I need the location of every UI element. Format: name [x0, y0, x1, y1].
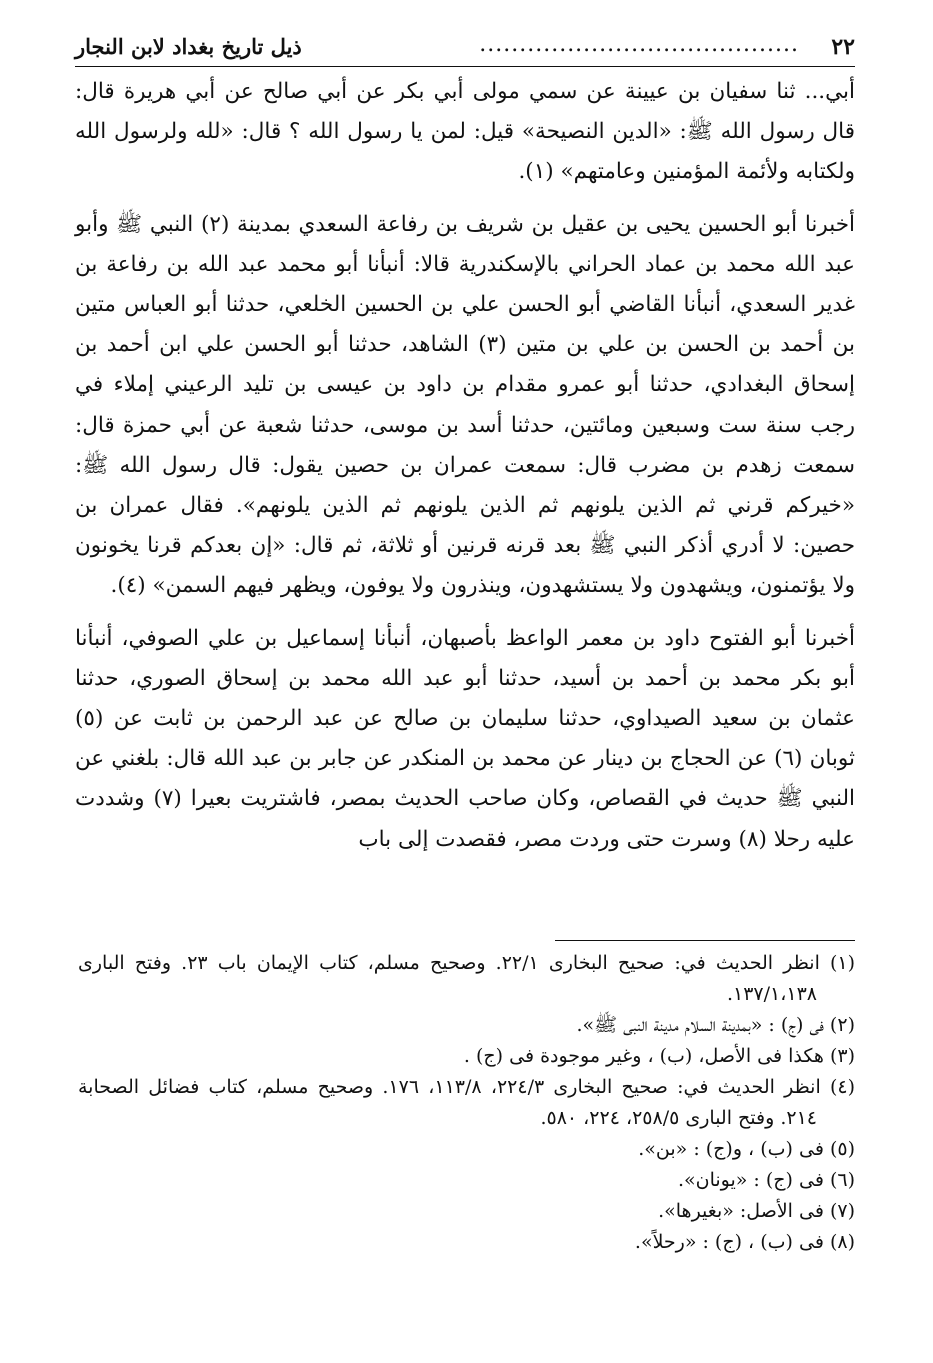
footnote-divider [555, 940, 855, 941]
running-header [75, 30, 855, 67]
footnotes [78, 948, 855, 1258]
main-text [75, 72, 855, 872]
footnote-7: (٧) فى الأصل: «بغيرها». [658, 1200, 855, 1222]
footnote-8: (٨) فى (ب) ، (ج) : «رحلاً». [634, 1231, 855, 1253]
page-number: ٢٢ [831, 34, 855, 60]
paragraph-3: أخبرنا أبو الفتوح داود بن معمر الواعظ بأصبهان، أنبأنا إسماعيل بن علي الصوفي، أنبأنا أبو بكر محمد بن أحمد بن أسيد، حدثنا أبو عبد الله محمد بن إسحاق الصوري، حدثنا عثمان بن سعيد الصيداوي، حدثنا سليمان بن صالح عن عبد الرحمن بن ثابت عن (٥) ثوبان (٦) عن الحجاج بن دينار عن محمد بن المنكدر عن جابر بن عبد الله قال: بلغني عن النبي ﷺ حديث في القصاص، وكان صاحب الحديث بمصر، فاشتريت بعيرا (٧) وشددت عليه رحلا (٨) وسرت حتى وردت مصر، فقصدت إلى باب [75, 625, 856, 852]
footnote-4: (٤) انظر الحديث في: صحيح البخارى ٢٢٤/٣، ١١٣/٨، ١٧٦. وصحيح مسلم، كتاب فضائل الصحابة ٢١٤. وفتح البارى ٢٥٨/٥، ٢٢٤، ٥٨٠. [78, 1076, 855, 1129]
footnote-2: (٢) فى (ج) : «بمدينة السلام مدينة النبى ﷺ». [576, 1014, 855, 1036]
header-dot-leader: ........................................ [479, 32, 799, 57]
paragraph-1: أبي... ثنا سفيان بن عيينة عن سمي مولى أبي بكر عن أبي صالح عن أبي هريرة قال: قال رسول الله ﷺ: «الدين النصيحة» قيل: لمن يا رسول الله ؟ قال: «لله ولرسول الله ولكتابه ولأئمة المؤمنين وعامتهم» (١). [75, 79, 855, 185]
footnote-5: (٥) فى (ب) ، و(ج) : «بن». [638, 1138, 855, 1160]
footnote-6: (٦) فى (ج) : «يونان». [677, 1169, 855, 1191]
footnote-3: (٣) هكذا فى الأصل، (ب) ، وغير موجودة فى (ج) . [463, 1045, 855, 1067]
book-title: ذيل تاريخ بغداد لابن النجار [75, 34, 302, 59]
paragraph-2: أخبرنا أبو الحسين يحيى بن عقيل بن شريف بن رفاعة السعدي بمدينة (٢) النبي ﷺ وأبو عبد الله محمد بن عماد الحراني بالإسكندرية قالا: أنبأنا أبو محمد عبد الله بن رفاعة بن غدير السعدي، أنبأنا القاضي أبو الحسن علي بن الحسين الخلعي، حدثنا أبو العباس متين بن أحمد بن الحسن بن علي بن متين (٣) الشاهد، حدثنا أبو الحسن علي ابن أحمد بن إسحاق البغدادي، حدثنا أبو عمرو مقدام بن داود بن عيسى بن تليد الرعيني إملاء في رجب سنة ست وسبعين ومائتين، حدثنا أسد بن موسى، حدثنا شعبة عن أبي حمزة قال: سمعت زهدم بن مضرب قال: سمعت عمران بن حصين يقول: قال رسول الله ﷺ: «خيركم قرني ثم الذين يلونهم ثم الذين يلونهم ثم الذين يلونهم». فقال عمران بن حصين: لا أدري أذكر النبي ﷺ بعد قرنه قرنين أو ثلاثة، ثم قال: «إن بعدكم قرنا يخونون ولا يؤتمنون، ويشهدون ولا يستشهدون، وينذرون ولا يوفون، ويظهر فيهم السمن» (٤). [75, 211, 855, 599]
footnote-1: (١) انظر الحديث في: صحيح البخارى ٢٢/١. وصحيح مسلم، كتاب الإيمان باب ٢٣. وفتح البارى ١٣٧/١،١٣٨. [78, 952, 856, 1005]
